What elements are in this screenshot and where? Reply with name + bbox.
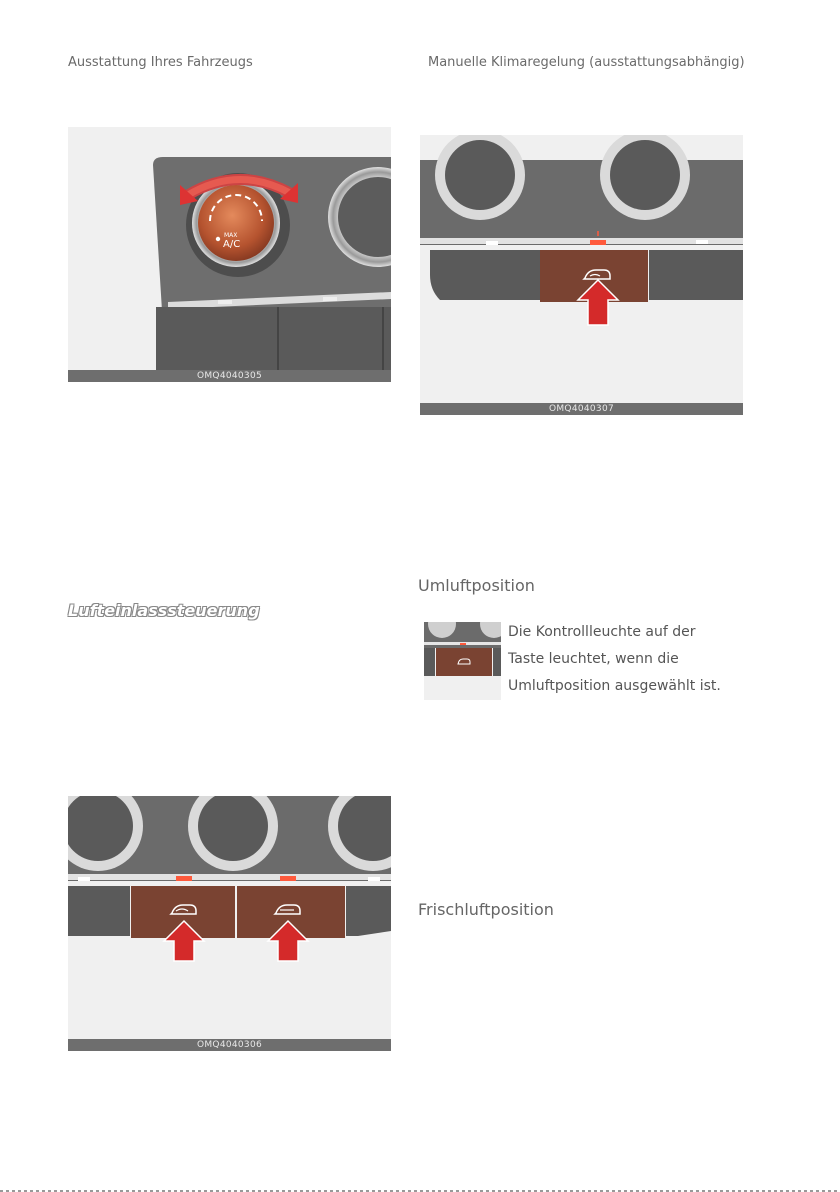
recirc-thumbnail xyxy=(424,622,501,700)
knob-max-label: MAX xyxy=(224,232,238,239)
figure-caption: OMQ4040306 xyxy=(68,1039,391,1051)
figure-recirc-button xyxy=(420,135,743,415)
figure-air-intake-buttons xyxy=(68,796,391,1051)
knob-ac-label: A/C xyxy=(223,239,241,250)
recirc-description: Die Kontrollleuchte auf der Taste leuchtet, wenn die Umluftposition ausgewählt ist. xyxy=(508,624,721,694)
figure-caption: OMQ4040305 xyxy=(68,370,391,382)
section-heading-fresh-air: Frischluftposition xyxy=(418,900,554,919)
running-header-right: Manuelle Klimaregelung (ausstattungsabhängig) xyxy=(428,55,745,70)
air-intake-buttons-illustration xyxy=(68,796,391,1039)
ac-knob-illustration xyxy=(68,127,391,370)
recirc-thumbnail-illustration xyxy=(424,622,501,700)
recirc-button-illustration xyxy=(420,135,743,403)
figure-ac-knob xyxy=(68,127,391,382)
figure-caption: OMQ4040307 xyxy=(420,403,743,415)
section-heading-air-intake: Lufteinlasssteuerung xyxy=(68,601,260,620)
running-header-left: Ausstattung Ihres Fahrzeugs xyxy=(68,55,253,70)
section-heading-recirc: Umluftposition xyxy=(418,576,535,595)
